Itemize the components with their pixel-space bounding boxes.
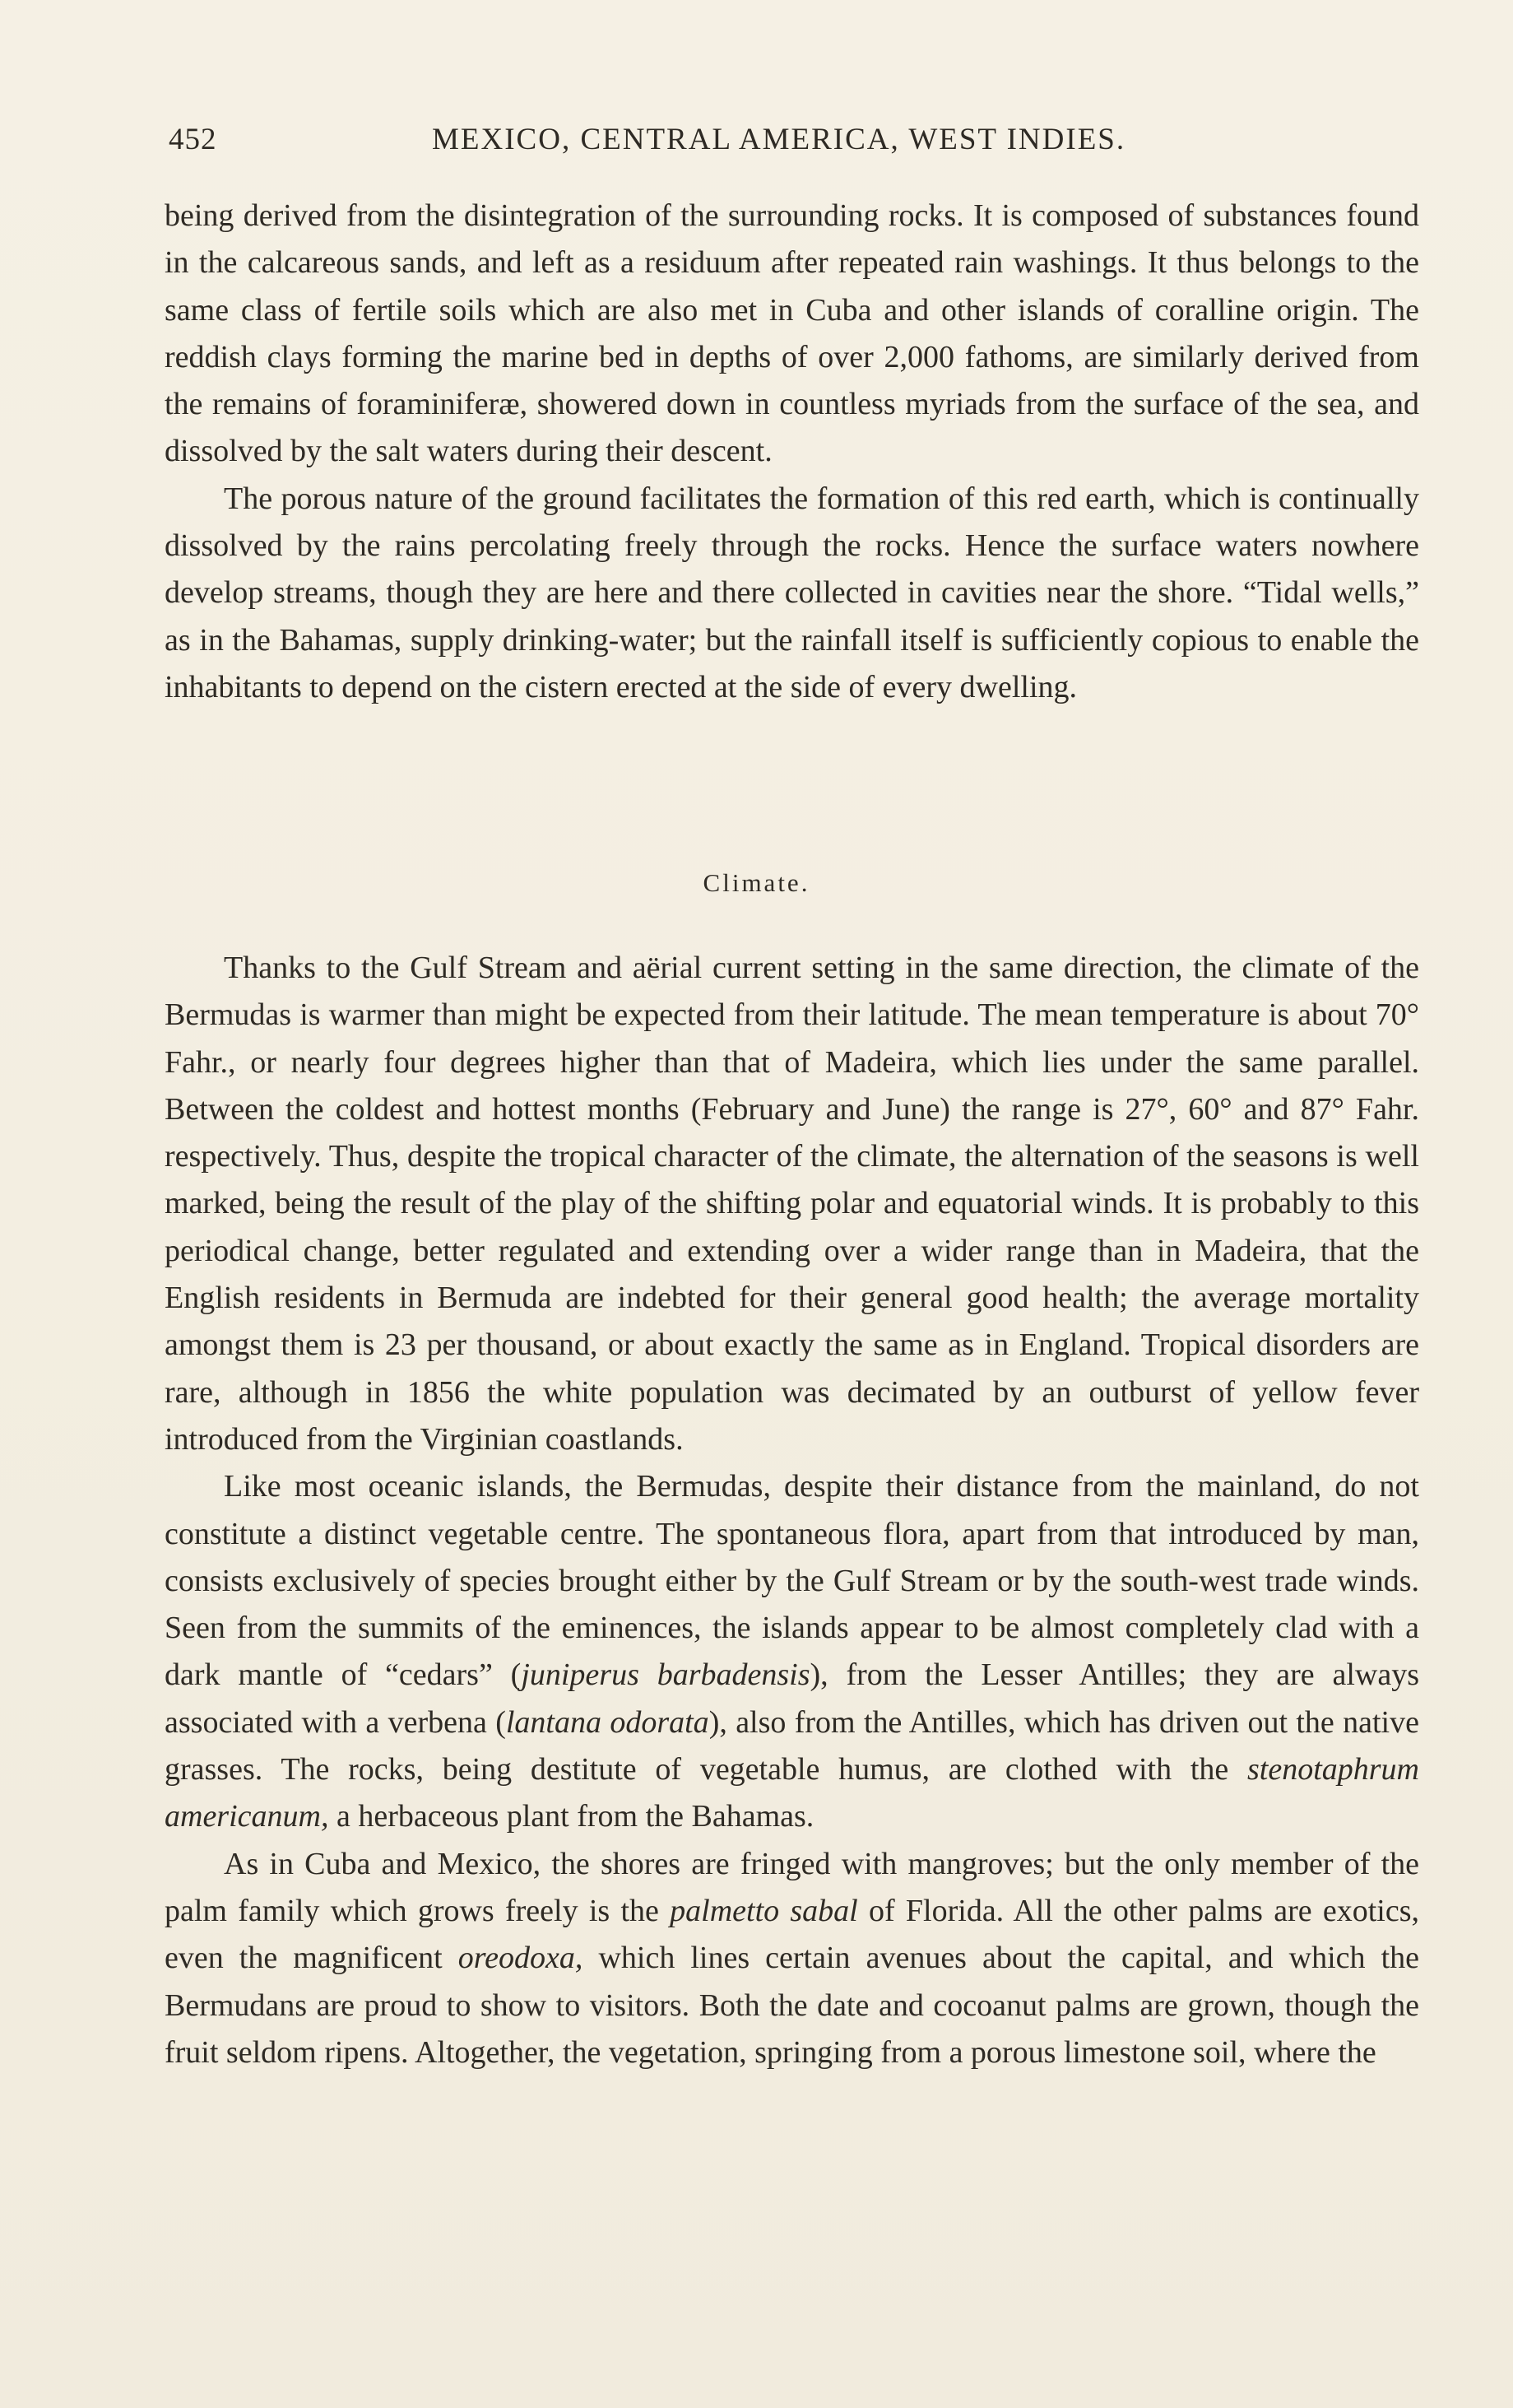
flora-text-2: ), from the Lesser Antilles; they are always associated with a verbena ( <box>165 1657 1419 1740</box>
section-heading-climate: Climate. <box>703 868 810 897</box>
palms-text-1: As in Cuba and Mexico, the shores are fringed with mangroves; but the only member of the palm family which grows freely is the <box>165 1846 1419 1928</box>
species-oreodoxa: oreodoxa, <box>457 1941 583 1976</box>
paragraph-palms <box>165 1841 1419 2076</box>
intro-text-block <box>165 193 1419 711</box>
flora-text-1: Like most oceanic islands, the Bermudas, despite their distance from the mainland, do not constitute a distinct vegetable centre. The spontaneous flora, apart from that introduced by man, consists exclusively of species brought either by the Gulf Stream or by the south-west trade winds. Seen from the summits of the eminences, the islands appear to be almost completely clad with a dark mantle of “cedars” ( <box>165 1469 1419 1693</box>
paragraph-flora <box>165 1463 1419 1840</box>
palms-text-2: of Florida. All the other palms are exotics, even the magnificent <box>165 1893 1420 1976</box>
palms-text-3: which lines certain avenues about the capital, and which the Bermudans are proud to show to visitors. Both the date and cocoanut palms are grown, though the fruit seldom ripens. Altogether, the vegetation, springing from a porous limestone soil, where the <box>165 1941 1420 2070</box>
page-number: 452 <box>169 123 217 156</box>
page-header <box>169 122 1427 163</box>
paragraph-climate: Thanks to the Gulf Stream and aërial current setting in the same direction, the climate of the Bermudas is warmer than might be expected from their latitude. The mean temperature is about 70° Fahr., or nearly four degrees higher than that of Madeira, which lies under the same parallel. Between the coldest and hottest months (February and June) the range is 27°, 60° and 87° Fahr. respectively. Thus, despite the tropical character of the climate, the alternation of the seasons is well marked, being the result of the play of the shifting polar and equatorial winds. It is probably to this periodical change, better regulated and extending over a wider range than in Madeira, that the English residents in Bermuda are indebted for their general good health; the average mortality amongst them is 23 per thousand, or about exactly the same as in England. Tropical disorders are rare, although in 1856 the white population was decimated by an outburst of yellow fever introduced from the Virginian coastlands. <box>165 951 1419 1457</box>
paragraph-porous-ground: The porous nature of the ground facilitates the formation of this red earth, which is continually dissolved by the rains percolating freely through the rocks. Hence the surface waters nowhere develop streams, though they are here and there collected in cavities near the shore. “Tidal wells,” as in the Bahamas, supply drinking-water; but the rainfall itself is sufficiently copious to enable the inhabitants to depend on the cistern erected at the side of every dwelling. <box>165 481 1419 704</box>
species-palmetto: palmetto sabal <box>670 1893 858 1928</box>
flora-text-3: ), also from the Antilles, which has driven out the native grasses. The rocks, being destitute of vegetable humus, are clothed with the <box>165 1704 1419 1787</box>
paragraph-soil-origin: being derived from the disintegration of the surrounding rocks. It is composed of substances found in the calcareous sands, and left as a residuum after repeated rain washings. It thus belongs to the same class of fertile soils which are also met in Cuba and other islands of coralline origin. The reddish clays forming the marine bed in depths of over 2,000 fathoms, are similarly derived from the remains of foraminiferæ, showered down in countless myriads from the surface of the sea, and dissolved by the salt waters during their descent. <box>165 198 1419 469</box>
species-lantana: lantana odorata <box>505 1704 709 1740</box>
species-stenotaphrum: stenotaphrum americanum, <box>165 1752 1419 1834</box>
flora-text-4: a herbaceous plant from the Bahamas. <box>328 1799 815 1834</box>
running-head: MEXICO, CENTRAL AMERICA, WEST INDIES. <box>432 123 1126 156</box>
climate-text-block <box>165 945 1419 2076</box>
species-juniperus: juniperus barbadensis <box>521 1657 810 1693</box>
